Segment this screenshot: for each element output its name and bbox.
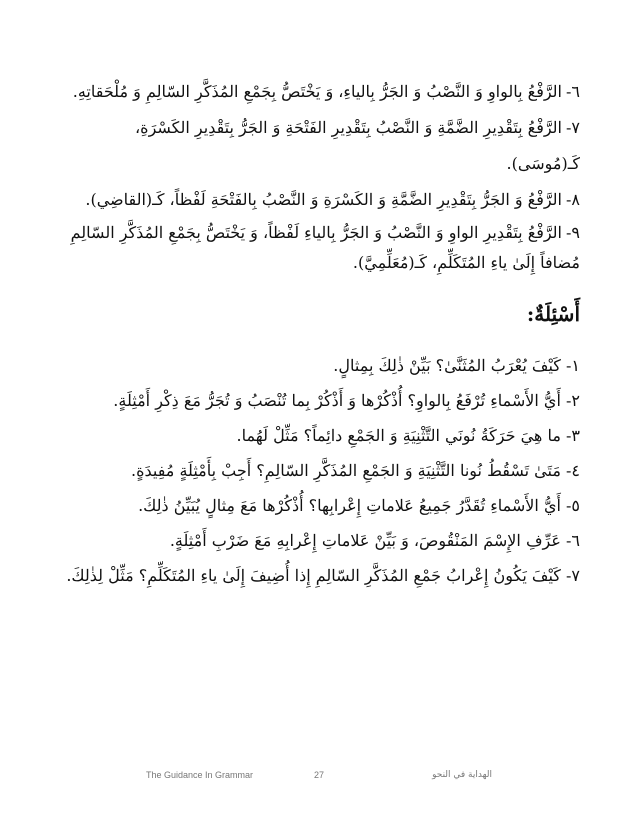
question-item-3 (58, 418, 580, 453)
question-item-4 (58, 453, 580, 488)
rule-number: ٧- (566, 118, 580, 137)
question-number: ٧- (566, 566, 580, 585)
question-item-1 (58, 348, 580, 383)
page-number: 27 (313, 770, 324, 780)
question-text: كَيْفَ يُعْرَبُ المُثَنَّىٰ؟ بَيِّنْ ذٰلِكَ بِمِثالٍ. (333, 356, 561, 375)
question-number: ٦- (566, 531, 580, 550)
rule-number: ٩- (566, 223, 580, 242)
question-item-5 (58, 488, 580, 523)
rule-text: الرَّفْعُ بِالواوِ وَ النَّصْبُ وَ الجَرُّ بِالياءِ، وَ يَخْتَصُّ بِجَمْعِ المُذَكَّرِ السّالِمِ وَ مُلْحَقاتِهِ. (72, 82, 562, 101)
question-number: ٤- (566, 461, 580, 480)
question-item-7 (58, 558, 580, 593)
questions-list (58, 348, 580, 593)
rule-item-8 (58, 182, 580, 218)
question-item-2 (58, 383, 580, 418)
question-text: عَرِّفِ الإِسْمَ المَنْقُوصَ، وَ بَيِّنْ عَلاماتِ إِعْرابِهِ مَعَ ضَرْبِ أَمْثِلَةٍ. (169, 531, 561, 550)
rule-item-7 (58, 110, 580, 182)
question-number: ٣- (566, 426, 580, 445)
page-footer (146, 770, 492, 784)
question-number: ١- (566, 356, 580, 375)
footer-book-title-english: The Guidance In Grammar (146, 770, 254, 780)
rule-text: الرَّفْعُ بِتَقْدِيرِ الضَّمَّةِ وَ النَّصْبُ بِتَقْدِيرِ الفَتْحَةِ وَ الجَرُّ بِتَقْدِيرِ الكَسْرَةِ، كَـ(مُوسَى). (135, 118, 580, 173)
question-text: أَيُّ الأَسْماءِ تُرْفَعُ بِالواوِ؟ أُذْكُرْها وَ أَذْكُرْ بِما تُنْصَبُ وَ تُجَرُّ مَعَ ذِكْرِ أَمْثِلَةٍ. (113, 391, 561, 410)
rule-item-6 (58, 74, 580, 110)
question-text: أَيُّ الأَسْماءِ تُقَدَّرُ جَمِيعُ عَلاماتِ إِعْرابِها؟ أُذْكُرْها مَعَ مِثالٍ يُبَيِّنُ ذٰلِكَ. (138, 496, 561, 515)
footer-book-title-arabic: الهداية في النحو (432, 770, 492, 780)
question-text: مَتَىٰ تَسْقُطُ نُونا التَّثْنِيَةِ وَ الجَمْعِ المُذَكَّرِ السّالِمِ؟ أَجِبْ بِأَمْثِلَةٍ مُفِيدَةٍ. (131, 461, 561, 480)
rules-list (58, 74, 580, 278)
question-item-6 (58, 523, 580, 558)
rule-item-9 (58, 218, 580, 278)
rule-number: ٨- (566, 190, 580, 209)
question-text: ما هِيَ حَرَكَةُ نُونَي التَّثْنِيَةِ وَ الجَمْعِ دائِماً؟ مَثِّلْ لَهُما. (236, 426, 561, 445)
questions-heading: أَسْئِلَةٌ: (526, 302, 580, 326)
rule-text: الرَّفْعُ بِتَقْدِيرِ الواوِ وَ النَّصْبُ وَ الجَرُّ بِالياءِ لَفْظاً، وَ يَخْتَصُّ بِجَمْعِ المُذَكَّرِ السّالِمِ مُضافاً إِلَىٰ ياءِ المُتَكَلِّمِ، كَـ(مُعَلِّمِيَّ). (70, 223, 580, 272)
question-number: ٢- (566, 391, 580, 410)
rule-text: الرَّفْعُ وَ الجَرُّ بِتَقْدِيرِ الضَّمَّةِ وَ الكَسْرَةِ وَ النَّصْبُ بِالفَتْحَةِ لَفْظاً، كَـ(القاضِي). (85, 190, 562, 209)
question-number: ٥- (566, 496, 580, 515)
question-text: كَيْفَ يَكُونُ إِعْرابُ جَمْعِ المُذَكَّرِ السّالِمِ إِذا أُضِيفَ إِلَىٰ ياءِ المُتَكَلِّمِ؟ مَثِّلْ لِذٰلِكَ. (66, 566, 561, 585)
rule-number: ٦- (566, 82, 580, 101)
